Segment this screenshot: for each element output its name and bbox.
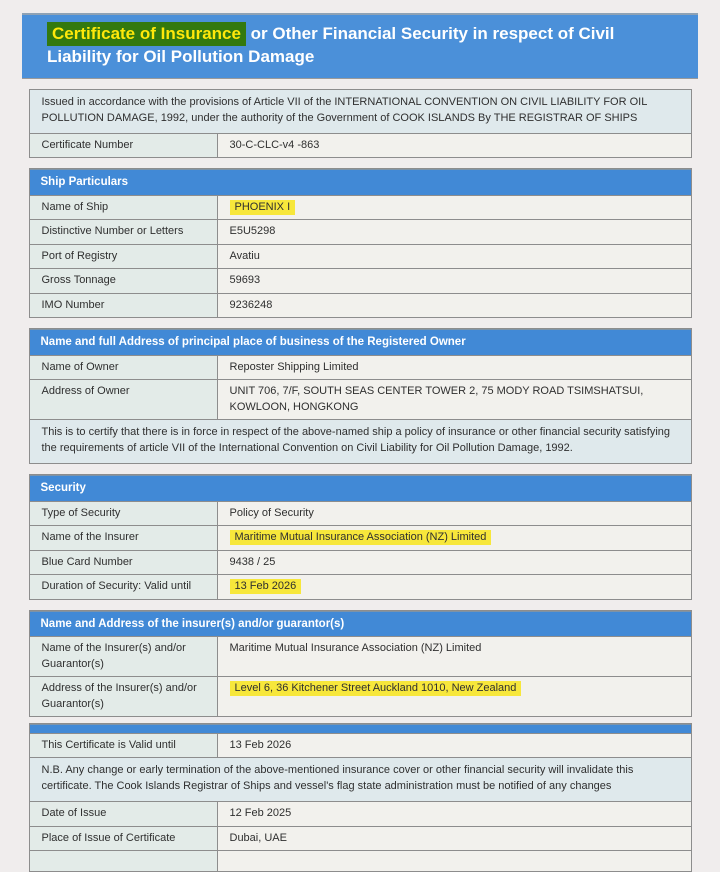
registered-owner-header: Name and full Address of principal place of business of the Registered Owner [30, 329, 691, 356]
table-row [30, 502, 691, 526]
insurer-guarantor-table [29, 610, 692, 718]
table-row [30, 134, 691, 157]
address-of-owner-label: Address of Owner [30, 380, 218, 419]
blue-card-number-label: Blue Card Number [30, 551, 218, 574]
table-row [30, 196, 691, 220]
title-highlight: Certificate of Insurance [47, 22, 246, 46]
table-row [30, 294, 691, 317]
insurer-guarantor-address-label: Address of the Insurer(s) and/or Guarantor(s) [30, 677, 218, 716]
highlighted-value: Maritime Mutual Insurance Association (NZ) Limited [230, 530, 492, 545]
certificate-number-value: 30-C-CLC-v4 -863 [218, 134, 691, 157]
type-of-security-value: Policy of Security [218, 502, 691, 525]
title-rest: or Other Financial Security in respect of Civil Liability for Oil Pollution Damage [47, 24, 615, 66]
table-row [30, 827, 691, 851]
distinctive-number-label: Distinctive Number or Letters [30, 220, 218, 243]
valid-until-value: 13 Feb 2026 [218, 734, 691, 757]
nb-statement: N.B. Any change or early termination of the above-mentioned insurance cover or other financial security will invalidate this certificate. The Cook Islands Registrar of Ships and vessel's flag state administration must be notified of any changes [30, 758, 691, 802]
distinctive-number-value: E5U5298 [218, 220, 691, 243]
table-row [30, 734, 691, 758]
type-of-security-label: Type of Security [30, 502, 218, 525]
port-of-registry-label: Port of Registry [30, 245, 218, 268]
insurer-guarantor-address-value [218, 677, 691, 716]
port-of-registry-value: Avatiu [218, 245, 691, 268]
valid-until-label: This Certificate is Valid until [30, 734, 218, 757]
table-row [30, 245, 691, 269]
name-of-ship-value [218, 196, 691, 219]
certificate-number-label: Certificate Number [30, 134, 218, 157]
highlighted-value: PHOENIX I [230, 200, 296, 215]
blue-card-number-value: 9438 / 25 [218, 551, 691, 574]
certificate-title-bar [22, 13, 698, 79]
highlighted-value: 13 Feb 2026 [230, 579, 302, 594]
place-of-issue-label: Place of Issue of Certificate [30, 827, 218, 850]
table-row [30, 356, 691, 380]
imo-number-value: 9236248 [218, 294, 691, 317]
table-row [30, 802, 691, 826]
intro-table [29, 89, 692, 158]
clipped-row-label [30, 851, 218, 871]
table-row [30, 551, 691, 575]
name-of-owner-value: Reposter Shipping Limited [218, 356, 691, 379]
certify-statement: This is to certify that there is in force in respect of the above-named ship a policy of insurance or other financial security satisfying the requirements of article VII of the International Convention on Civil Liability for Oil Pollution Damage, 1992. [30, 420, 691, 463]
place-of-issue-value: Dubai, UAE [218, 827, 691, 850]
duration-of-security-value [218, 575, 691, 598]
security-header: Security [30, 475, 691, 502]
ship-particulars-table [29, 168, 692, 318]
table-row [30, 575, 691, 598]
clipped-row-value [218, 851, 691, 871]
issued-statement: Issued in accordance with the provisions of Article VII of the INTERNATIONAL CONVENTION ON CIVIL LIABILITY FOR OIL POLLUTION DAMAGE, 1992, under the authority of the Government of COOK ISLANDS By THE REGISTRAR OF SHIPS [30, 90, 691, 134]
certificate-page [0, 13, 720, 844]
gross-tonnage-value: 59693 [218, 269, 691, 292]
address-of-owner-value: UNIT 706, 7/F, SOUTH SEAS CENTER TOWER 2, 75 MODY ROAD TSIMSHATSUI, KOWLOON, HONGKONG [218, 380, 691, 419]
imo-number-label: IMO Number [30, 294, 218, 317]
table-row [30, 677, 691, 716]
gross-tonnage-label: Gross Tonnage [30, 269, 218, 292]
duration-of-security-label: Duration of Security: Valid until [30, 575, 218, 598]
table-row-clipped [30, 851, 691, 871]
date-of-issue-value: 12 Feb 2025 [218, 802, 691, 825]
table-row [30, 269, 691, 293]
validity-table [29, 723, 692, 872]
table-row [30, 380, 691, 420]
insurer-guarantor-name-value: Maritime Mutual Insurance Association (NZ) Limited [218, 637, 691, 676]
insurer-guarantor-header: Name and Address of the insurer(s) and/or guarantor(s) [30, 611, 691, 638]
name-of-owner-label: Name of Owner [30, 356, 218, 379]
security-table [29, 474, 692, 600]
date-of-issue-label: Date of Issue [30, 802, 218, 825]
validity-header-bar [30, 724, 691, 734]
registered-owner-table [29, 328, 692, 464]
name-of-ship-label: Name of Ship [30, 196, 218, 219]
highlighted-value: Level 6, 36 Kitchener Street Auckland 1010, New Zealand [230, 681, 522, 696]
ship-particulars-header: Ship Particulars [30, 169, 691, 196]
name-of-insurer-value [218, 526, 691, 549]
table-row [30, 637, 691, 677]
insurer-guarantor-name-label: Name of the Insurer(s) and/or Guarantor(s) [30, 637, 218, 676]
table-row [30, 220, 691, 244]
table-row [30, 526, 691, 550]
name-of-insurer-label: Name of the Insurer [30, 526, 218, 549]
